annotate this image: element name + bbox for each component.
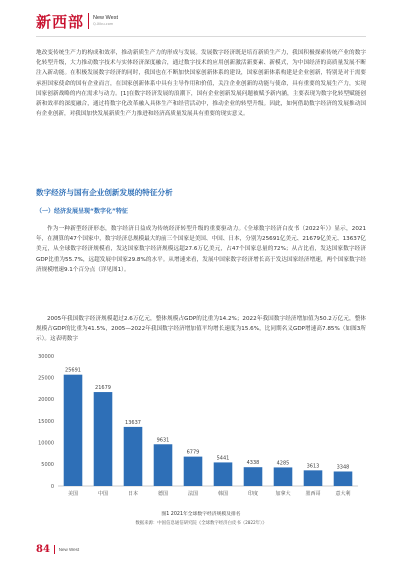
logo-english <box>93 16 118 26</box>
page-number: 84 <box>36 544 50 555</box>
bar-4 <box>184 457 203 486</box>
bar-2 <box>124 427 143 486</box>
data-source: 数据来源：中国信息通信研究院《全球数字经济白皮书（2022年）》 <box>135 521 267 526</box>
bar-value-label: 25691 <box>65 367 81 374</box>
header-rule <box>36 36 366 37</box>
masthead <box>36 10 118 32</box>
bar-9 <box>334 471 353 486</box>
paragraph-digital-economy: 作为一种新型经济形态，数字经济日益成为传统经济转型升级的重要驱动力。《全球数字经济白皮书（2022年）》显示，2021年，在测算的47个国家中，数字经济总规模最大的前三个国家是美国、中国、日本，分别为25691亿美元、21679亿美元、13637亿美元，从全球数字经济规模看，发达国家数字经济规模远超27.6万亿美元，占47个国家总量的72%；从占比看，发达国家数字经济GDP比重为55.7%，远超发展中国家29.8%的水平。从增速来看，发展中国家数字经济增长高于发达国家经济增速，两个国家数字经济规模增速9.1个百分点（详见图1）。 <box>36 226 366 273</box>
bar-value-label: 4338 <box>246 460 260 467</box>
logo-site: Q.Xibu.com <box>93 21 114 26</box>
x-tick-label: 加拿大 <box>275 491 291 497</box>
digital-economy-bar-chart <box>36 348 366 508</box>
x-tick-label: 日本 <box>127 491 139 497</box>
x-tick-label: 法国 <box>187 491 199 497</box>
y-tick-label: 0 <box>50 483 54 490</box>
paragraph-intro: 地改变传统生产力的构成和效率，推动新质生产力的形成与发展。发展数字经济既是培育新质生产力，我国积极探索传统产业的数字化转型升级，大力推动数字技术与实体经济深度融合，通过数字技术的应用创新激活新要素、新模式，为中国经济的高质量发展不断注入新动能。在积极发展数字经济的同时，我国也在不断加快国家创新体系的建设，国家创新体系构建是企业创新，特别是对于需要承担国家使命的国有企业而言，在国家创新体系中具有主导作用和价值，关注企业创新的功能与使命，具有重要的发展生产力，实现国家创新战略的内在需求与动力。[1]在数字经济发展的浪潮下，国有企业创新发展问题被赋予新内涵，主要表现为数字化转型赋能创新和效率的深度融合，通过将数字化改革融入具体生产和经营活动中，推动企业的转型升级。因此，如何借助数字经济的发展推动国有企业创新，对我国加快发展新质生产力推进和经济高质量发展具有重要的现实意义。 <box>36 50 366 118</box>
chart-svg <box>36 348 366 508</box>
x-tick-label: 墨西哥 <box>305 491 321 497</box>
x-tick-label: 印度 <box>247 491 259 497</box>
y-tick-label: 15000 <box>38 418 54 425</box>
bar-value-label: 9631 <box>156 437 170 444</box>
logo-english-name: New West <box>93 15 118 21</box>
page-footer <box>36 544 79 555</box>
sub-section-title: （一）经济发展呈现“数字化”特征 <box>36 208 128 215</box>
bar-6 <box>244 467 263 486</box>
bar-8 <box>304 470 323 486</box>
bar-value-label: 13637 <box>125 419 141 426</box>
bar-value-label: 3613 <box>306 463 320 470</box>
y-tick-label: 20000 <box>38 397 54 404</box>
figure-caption: 图1 2021年全球数字经济规模及排名 <box>161 512 241 517</box>
x-tick-label: 美国 <box>67 491 79 497</box>
bar-value-label: 4285 <box>276 460 290 467</box>
y-tick-label: 25000 <box>38 375 54 382</box>
bar-1 <box>94 392 113 486</box>
bar-value-label: 5441 <box>216 455 230 462</box>
paragraph-china-growth: 2005年我国数字经济规模超过2.6万亿元，整体规模占GDP的比重为14.2%；2022年我国数字经济增加值为50.2万亿元，整体规模占GDP的比重为41.5%，2005—2022年我国数字经济增加值平均增长速度为15.6%，比同期名义GDP增速高7.85%（如图3所示）。这表明数字 <box>36 316 366 343</box>
bar-0 <box>64 375 83 486</box>
x-tick-label: 意大利 <box>335 491 351 497</box>
bar-3 <box>154 444 173 486</box>
logo-chinese: 新西部 <box>36 12 85 31</box>
x-tick-label: 德国 <box>157 491 169 497</box>
section-title: 数字经济与国有企业创新发展的特征分析 <box>36 188 173 197</box>
footer-brand: New West <box>58 547 80 552</box>
bar-value-label: 3348 <box>336 464 350 471</box>
x-tick-label: 韩国 <box>217 491 229 497</box>
y-tick-label: 5000 <box>41 462 54 469</box>
bar-7 <box>274 467 293 486</box>
y-tick-label: 30000 <box>38 353 54 360</box>
logo-divider <box>88 13 89 29</box>
bar-value-label: 6779 <box>186 449 200 456</box>
footer-divider <box>54 545 55 554</box>
x-tick-label: 中国 <box>97 491 109 497</box>
y-tick-label: 10000 <box>38 440 54 447</box>
bar-value-label: 21679 <box>95 385 111 392</box>
bar-5 <box>214 462 233 486</box>
